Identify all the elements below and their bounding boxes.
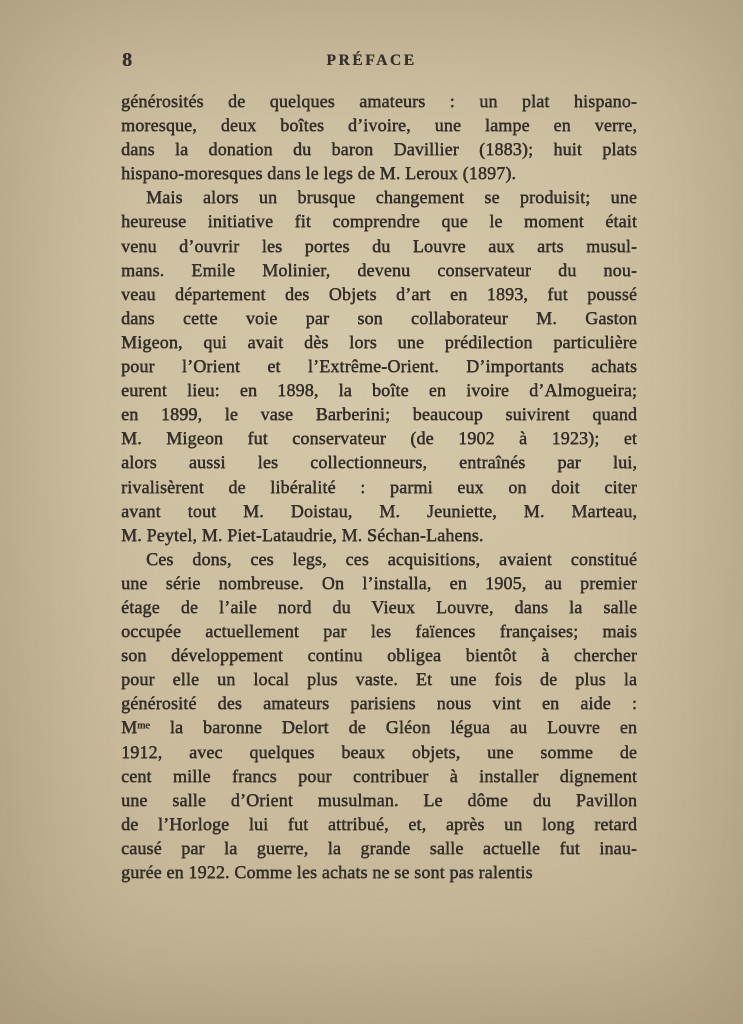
text-line: hispano-moresques dans le legs de M. Leroux (1897). bbox=[121, 163, 517, 184]
text-line: générosité des amateurs parisiens nous vint en aide : bbox=[121, 693, 637, 714]
text-line: mans. Emile Molinier, devenu conservateur du nou- bbox=[121, 259, 637, 280]
text-line: occupée actuellement par les faïences françaises; mais bbox=[121, 621, 637, 642]
text-line: dans la donation du baron Davillier (1883); huit plats bbox=[121, 139, 637, 160]
page-header bbox=[0, 49, 743, 73]
text-line: une salle d’Orient musulman. Le dôme du Pavillon bbox=[121, 789, 637, 810]
text-line: gurée en 1922. Comme les achats ne se sont pas ralentis bbox=[121, 862, 533, 882]
text-line: une série nombreuse. On l’installa, en 1905, au premier bbox=[121, 572, 637, 593]
text-line: Ces dons, ces legs, ces acquisitions, avaient constitué bbox=[146, 548, 637, 569]
text-line: venu d’ouvrir les portes du Louvre aux arts musul- bbox=[121, 235, 637, 256]
text-line: pour l’Orient et l’Extrême-Orient. D’importants achats bbox=[121, 356, 637, 377]
text-line: cent mille francs pour contribuer à installer dignement bbox=[121, 765, 637, 786]
text-line: M. Migeon fut conservateur (de 1902 à 1923); et bbox=[121, 428, 637, 449]
text-line: alors aussi les collectionneurs, entraînés par lui, bbox=[121, 452, 637, 473]
text-line: causé par la guerre, la grande salle actuelle fut inau- bbox=[121, 837, 637, 858]
paragraph bbox=[121, 89, 637, 185]
text-line: de l’Horloge lui fut attribué, et, après un long retard bbox=[121, 813, 637, 834]
page-number: 8 bbox=[122, 49, 133, 71]
paragraph bbox=[121, 547, 637, 884]
text-line: Migeon, qui avait dès lors une prédilection particulière bbox=[121, 331, 637, 352]
text-line: veau département des Objets d’art en 1893, fut poussé bbox=[121, 283, 637, 304]
text-line: dans cette voie par son collaborateur M. Gaston bbox=[121, 307, 637, 328]
text-line: moresque, deux boîtes d’ivoire, une lampe en verre, bbox=[121, 115, 637, 136]
text-line: 1912, avec quelques beaux objets, une somme de bbox=[121, 741, 637, 762]
text-line: en 1899, le vase Barberini; beaucoup suivirent quand bbox=[121, 404, 637, 425]
text-line: $M^{me}$ la baronne Delort de Gléon légua au Louvre en bbox=[121, 717, 637, 738]
text-line: pour elle un local plus vaste. Et une fois de plus la bbox=[121, 669, 637, 690]
text-line: étage de l’aile nord du Vieux Louvre, dans la salle bbox=[121, 596, 637, 617]
text-line: heureuse initiative fit comprendre que le moment était bbox=[121, 211, 637, 232]
text-line: son développement continu obligea bientôt à chercher bbox=[121, 645, 637, 666]
text-block bbox=[121, 89, 637, 884]
superscript: me bbox=[137, 720, 150, 732]
text-line: générosités de quelques amateurs : un plat hispano- bbox=[121, 91, 637, 111]
text-line: Mais alors un brusque changement se produisit; une bbox=[146, 187, 637, 208]
running-title: PRÉFACE bbox=[326, 52, 417, 69]
text-line: M. Peytel, M. Piet-Lataudrie, M. Séchan-Lahens. bbox=[121, 524, 484, 545]
text-line: eurent lieu: en 1898, la boîte en ivoire d’Almogueira; bbox=[121, 380, 637, 401]
paragraph bbox=[121, 185, 637, 546]
text-line: avant tout M. Doistau, M. Jeuniette, M. Marteau, bbox=[121, 500, 637, 521]
text-line: rivalisèrent de libéralité : parmi eux on doit citer bbox=[121, 476, 637, 497]
